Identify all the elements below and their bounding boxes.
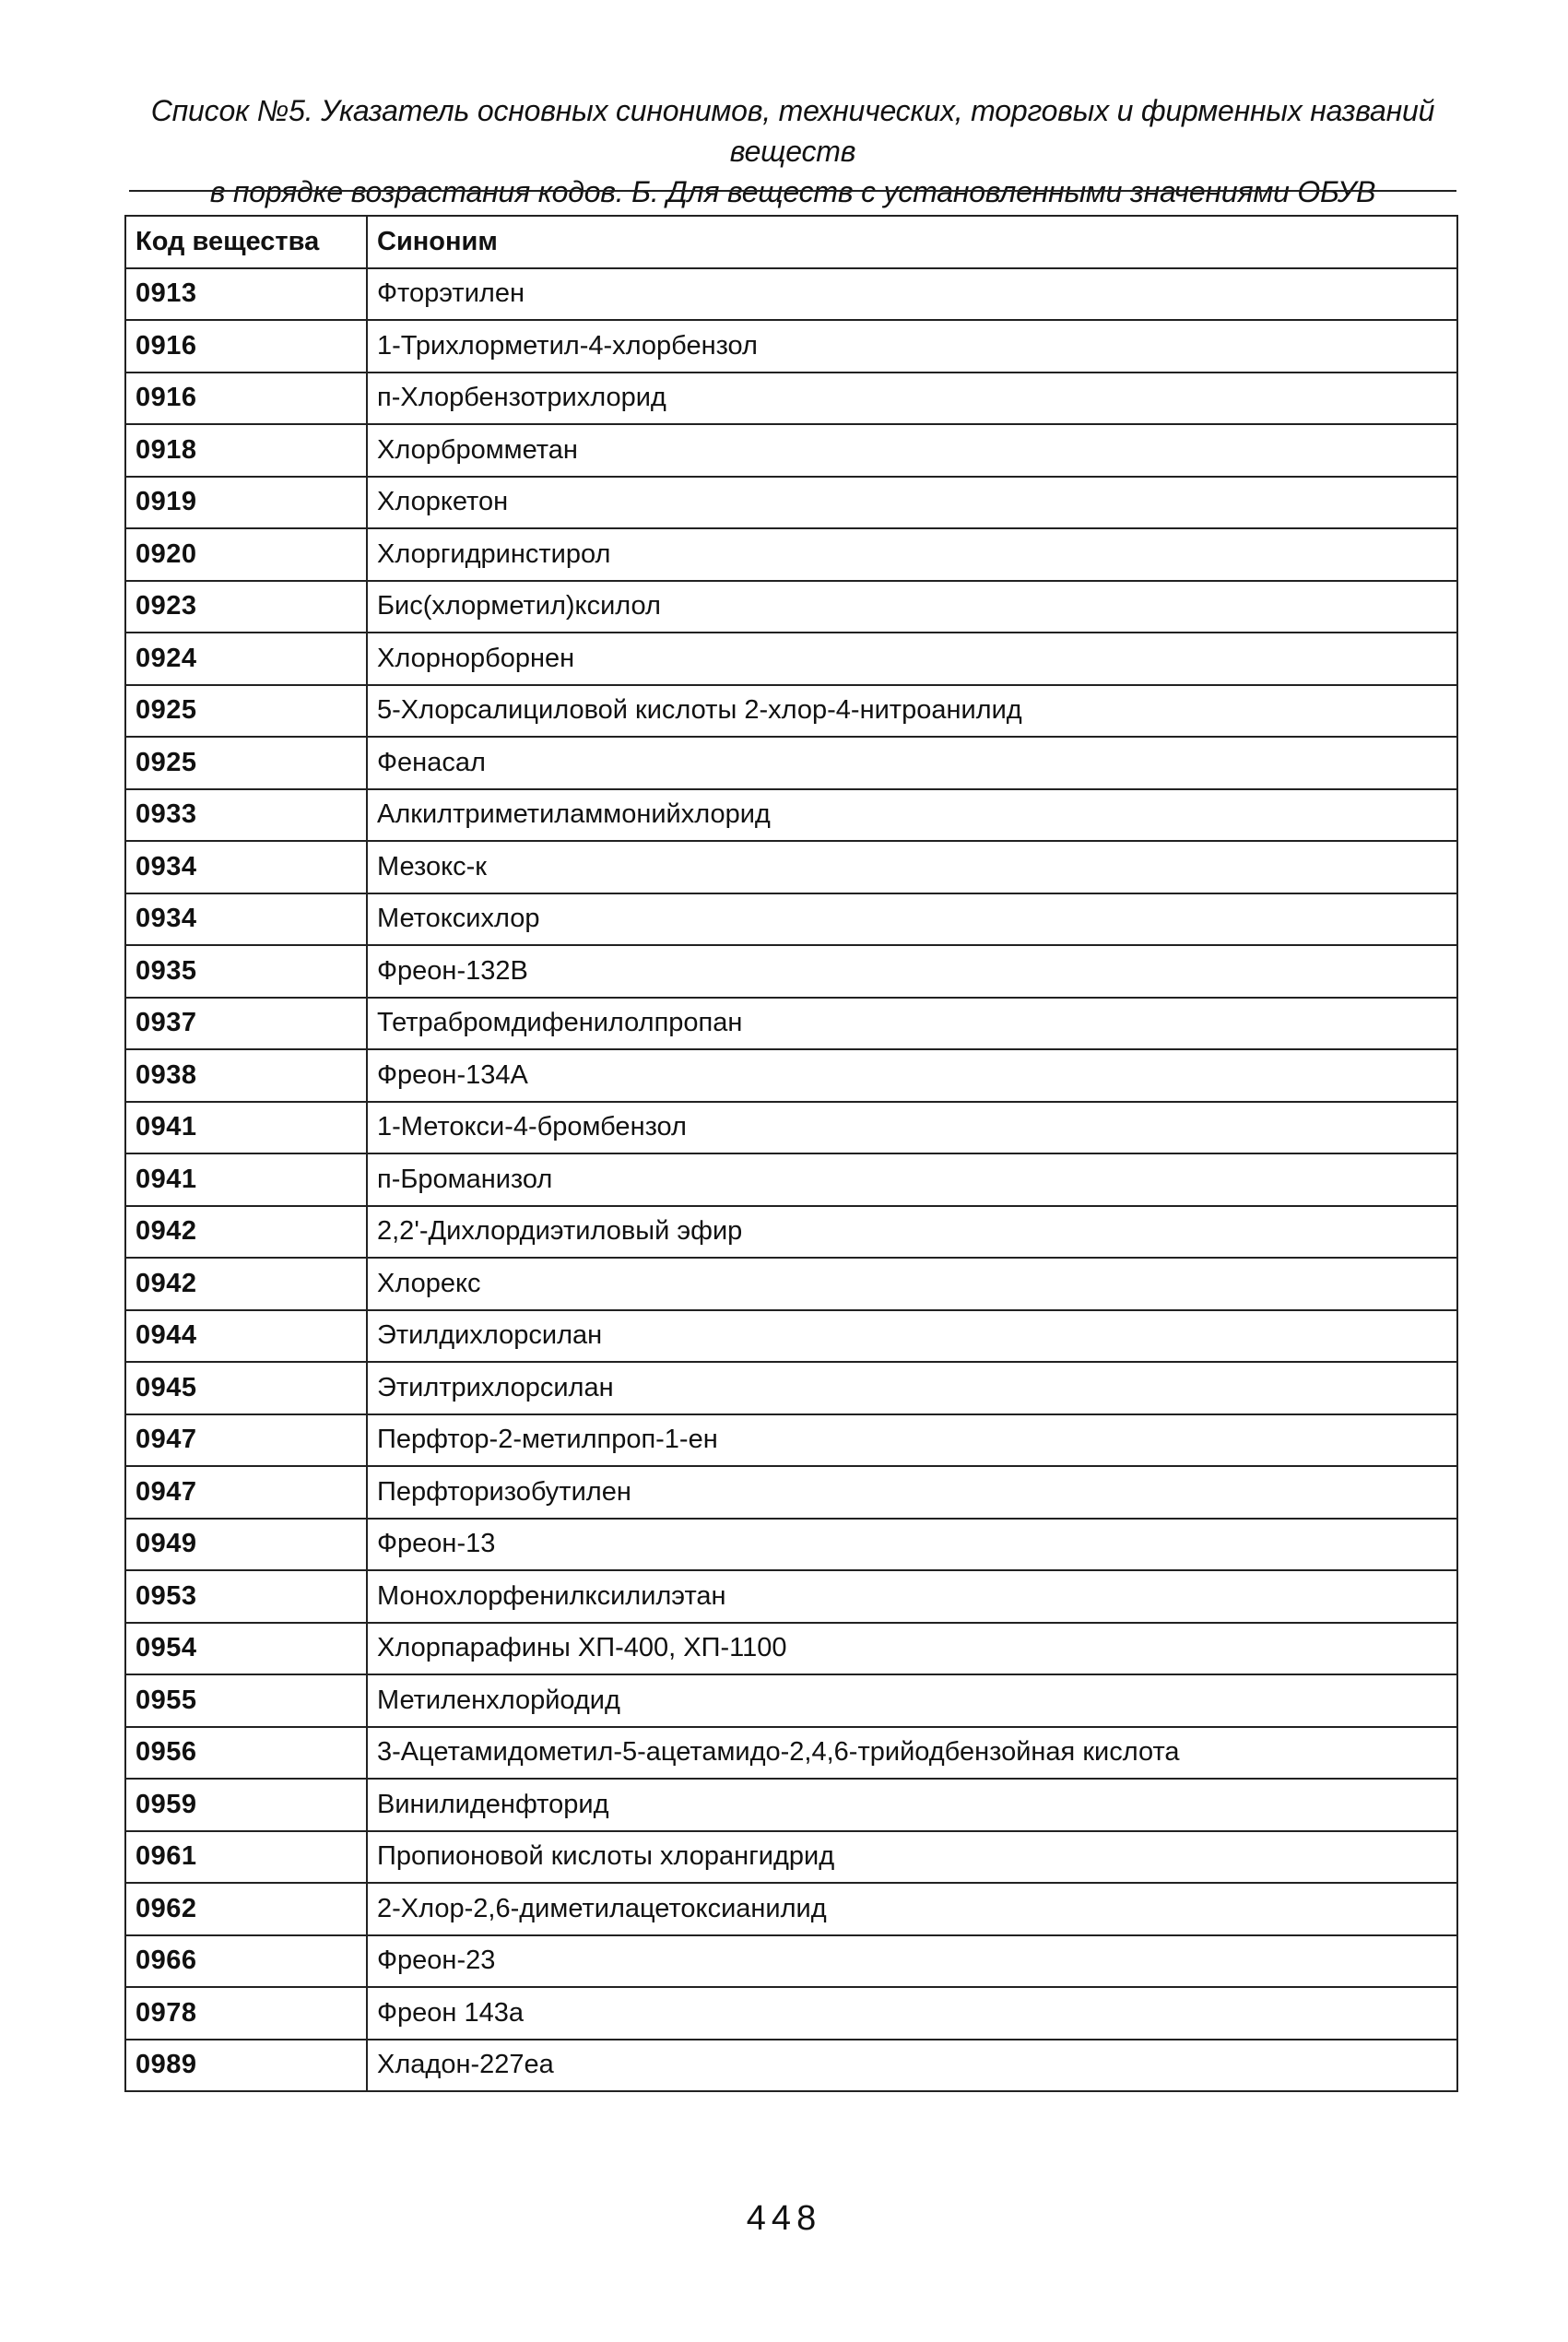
column-header-synonym: Синоним — [367, 216, 1457, 268]
synonym-cell: Бис(хлорметил)ксилол — [367, 581, 1457, 633]
table-row — [125, 1414, 1457, 1467]
table-row — [125, 373, 1457, 425]
substance-code-cell: 0942 — [125, 1206, 367, 1259]
synonym-cell: Фреон 143а — [367, 1987, 1457, 2040]
synonym-cell: Хлоргидринстирол — [367, 528, 1457, 581]
synonym-cell: Фреон-132В — [367, 945, 1457, 998]
table-row — [125, 1466, 1457, 1519]
table-row — [125, 2040, 1457, 2092]
table-row — [125, 789, 1457, 842]
substance-code-cell: 0962 — [125, 1883, 367, 1935]
page-number: 448 — [746, 2199, 822, 2238]
synonym-cell: Хлорекс — [367, 1258, 1457, 1310]
synonym-cell: Пропионовой кислоты хлорангидрид — [367, 1831, 1457, 1884]
header-line-2: в порядке возрастания кодов. Б. Для веществ с установленными значениями ОБУВ — [209, 175, 1376, 208]
table-row — [125, 1935, 1457, 1988]
substance-code-cell: 0934 — [125, 841, 367, 893]
synonym-cell: Перфторизобутилен — [367, 1466, 1457, 1519]
substance-code-cell: 0923 — [125, 581, 367, 633]
substance-code-cell: 0937 — [125, 998, 367, 1050]
synonym-cell: Фенасал — [367, 737, 1457, 789]
substance-code-cell: 0947 — [125, 1466, 367, 1519]
table-row — [125, 893, 1457, 946]
synonym-cell: Монохлорфенилксилилэтан — [367, 1570, 1457, 1623]
substance-code-cell: 0989 — [125, 2040, 367, 2092]
synonym-cell: Фторэтилен — [367, 268, 1457, 321]
substance-code-cell: 0916 — [125, 320, 367, 373]
substance-code-cell: 0961 — [125, 1831, 367, 1884]
synonym-cell: Винилиденфторид — [367, 1779, 1457, 1831]
synonym-cell: Тетрабромдифенилолпропан — [367, 998, 1457, 1050]
substance-code-cell: 0978 — [125, 1987, 367, 2040]
table-row — [125, 1674, 1457, 1727]
table-row — [125, 1779, 1457, 1831]
substance-code-cell: 0942 — [125, 1258, 367, 1310]
substance-code-cell: 0955 — [125, 1674, 367, 1727]
table-row — [125, 1153, 1457, 1206]
synonym-cell: Хладон-227еа — [367, 2040, 1457, 2092]
synonym-cell: 3-Ацетамидометил-5-ацетамидо-2,4,6-трийодбензойная кислота — [367, 1727, 1457, 1780]
substance-code-cell: 0934 — [125, 893, 367, 946]
synonym-cell: Хлорбромметан — [367, 424, 1457, 477]
substance-code-cell: 0949 — [125, 1519, 367, 1571]
synonym-cell: 2,2'-Дихлордиэтиловый эфир — [367, 1206, 1457, 1259]
synonym-cell: Фреон-23 — [367, 1935, 1457, 1988]
substance-code-cell: 0916 — [125, 373, 367, 425]
substance-code-cell: 0919 — [125, 477, 367, 529]
header-line-1: Список №5. Указатель основных синонимов, технических, торговых и фирменных названий веществ — [150, 94, 1435, 168]
substance-code-cell: 0920 — [125, 528, 367, 581]
substance-code-cell: 0944 — [125, 1310, 367, 1363]
table-row — [125, 1987, 1457, 2040]
substance-code-cell: 0924 — [125, 633, 367, 685]
table-row — [125, 1049, 1457, 1102]
substance-code-cell: 0966 — [125, 1935, 367, 1988]
substance-code-cell: 0935 — [125, 945, 367, 998]
synonym-cell: Перфтор-2-метилпроп-1-ен — [367, 1414, 1457, 1467]
substance-code-cell: 0913 — [125, 268, 367, 321]
table-row — [125, 1831, 1457, 1884]
synonym-cell: Хлорпарафины ХП-400, ХП-1100 — [367, 1623, 1457, 1675]
table-row — [125, 841, 1457, 893]
table-row — [125, 737, 1457, 789]
table-row — [125, 945, 1457, 998]
table-row — [125, 477, 1457, 529]
table-row — [125, 1883, 1457, 1935]
header-divider — [129, 190, 1456, 192]
substance-code-cell: 0925 — [125, 737, 367, 789]
synonym-cell: Хлоркетон — [367, 477, 1457, 529]
table-row — [125, 633, 1457, 685]
substance-code-cell: 0938 — [125, 1049, 367, 1102]
synonym-cell: 5-Хлорсалициловой кислоты 2-хлор-4-нитроанилид — [367, 685, 1457, 738]
synonym-cell: Мезокс-к — [367, 841, 1457, 893]
synonym-cell: 1-Метокси-4-бромбензол — [367, 1102, 1457, 1154]
table-header-row — [125, 216, 1457, 268]
table-row — [125, 1623, 1457, 1675]
synonym-cell: Метиленхлорйодид — [367, 1674, 1457, 1727]
substance-code-cell: 0954 — [125, 1623, 367, 1675]
table-row — [125, 424, 1457, 477]
substance-code-cell: 0959 — [125, 1779, 367, 1831]
table-row — [125, 1727, 1457, 1780]
substance-code-cell: 0941 — [125, 1153, 367, 1206]
table-row — [125, 1310, 1457, 1363]
synonym-cell: Хлорнорборнен — [367, 633, 1457, 685]
synonym-cell: Этилтрихлорсилан — [367, 1362, 1457, 1414]
table-row — [125, 1102, 1457, 1154]
table-row — [125, 685, 1457, 738]
table-row — [125, 320, 1457, 373]
page-header — [129, 90, 1456, 212]
synonym-cell: 2-Хлор-2,6-диметилацетоксианилид — [367, 1883, 1457, 1935]
table-row — [125, 528, 1457, 581]
table-row — [125, 1206, 1457, 1259]
synonym-cell: 1-Трихлорметил-4-хлорбензол — [367, 320, 1457, 373]
synonym-cell: Алкилтриметиламмонийхлорид — [367, 789, 1457, 842]
substance-code-cell: 0933 — [125, 789, 367, 842]
table-row — [125, 1258, 1457, 1310]
table-row — [125, 1519, 1457, 1571]
column-header-code: Код вещества — [125, 216, 367, 268]
synonym-cell: п-Хлорбензотрихлорид — [367, 373, 1457, 425]
table-row — [125, 1570, 1457, 1623]
synonym-cell: Фреон-134А — [367, 1049, 1457, 1102]
synonym-cell: Этилдихлорсилан — [367, 1310, 1457, 1363]
substance-code-cell: 0956 — [125, 1727, 367, 1780]
substance-code-cell: 0918 — [125, 424, 367, 477]
table-row — [125, 581, 1457, 633]
substance-code-cell: 0947 — [125, 1414, 367, 1467]
substance-code-cell: 0953 — [125, 1570, 367, 1623]
table-body — [125, 268, 1457, 2092]
table-row — [125, 1362, 1457, 1414]
substance-code-cell: 0945 — [125, 1362, 367, 1414]
synonyms-table — [124, 215, 1458, 2092]
table-row — [125, 998, 1457, 1050]
synonym-cell: Фреон-13 — [367, 1519, 1457, 1571]
synonym-cell: Метоксихлор — [367, 893, 1457, 946]
synonym-cell: п-Броманизол — [367, 1153, 1457, 1206]
substance-code-cell: 0925 — [125, 685, 367, 738]
table-row — [125, 268, 1457, 321]
substance-code-cell: 0941 — [125, 1102, 367, 1154]
